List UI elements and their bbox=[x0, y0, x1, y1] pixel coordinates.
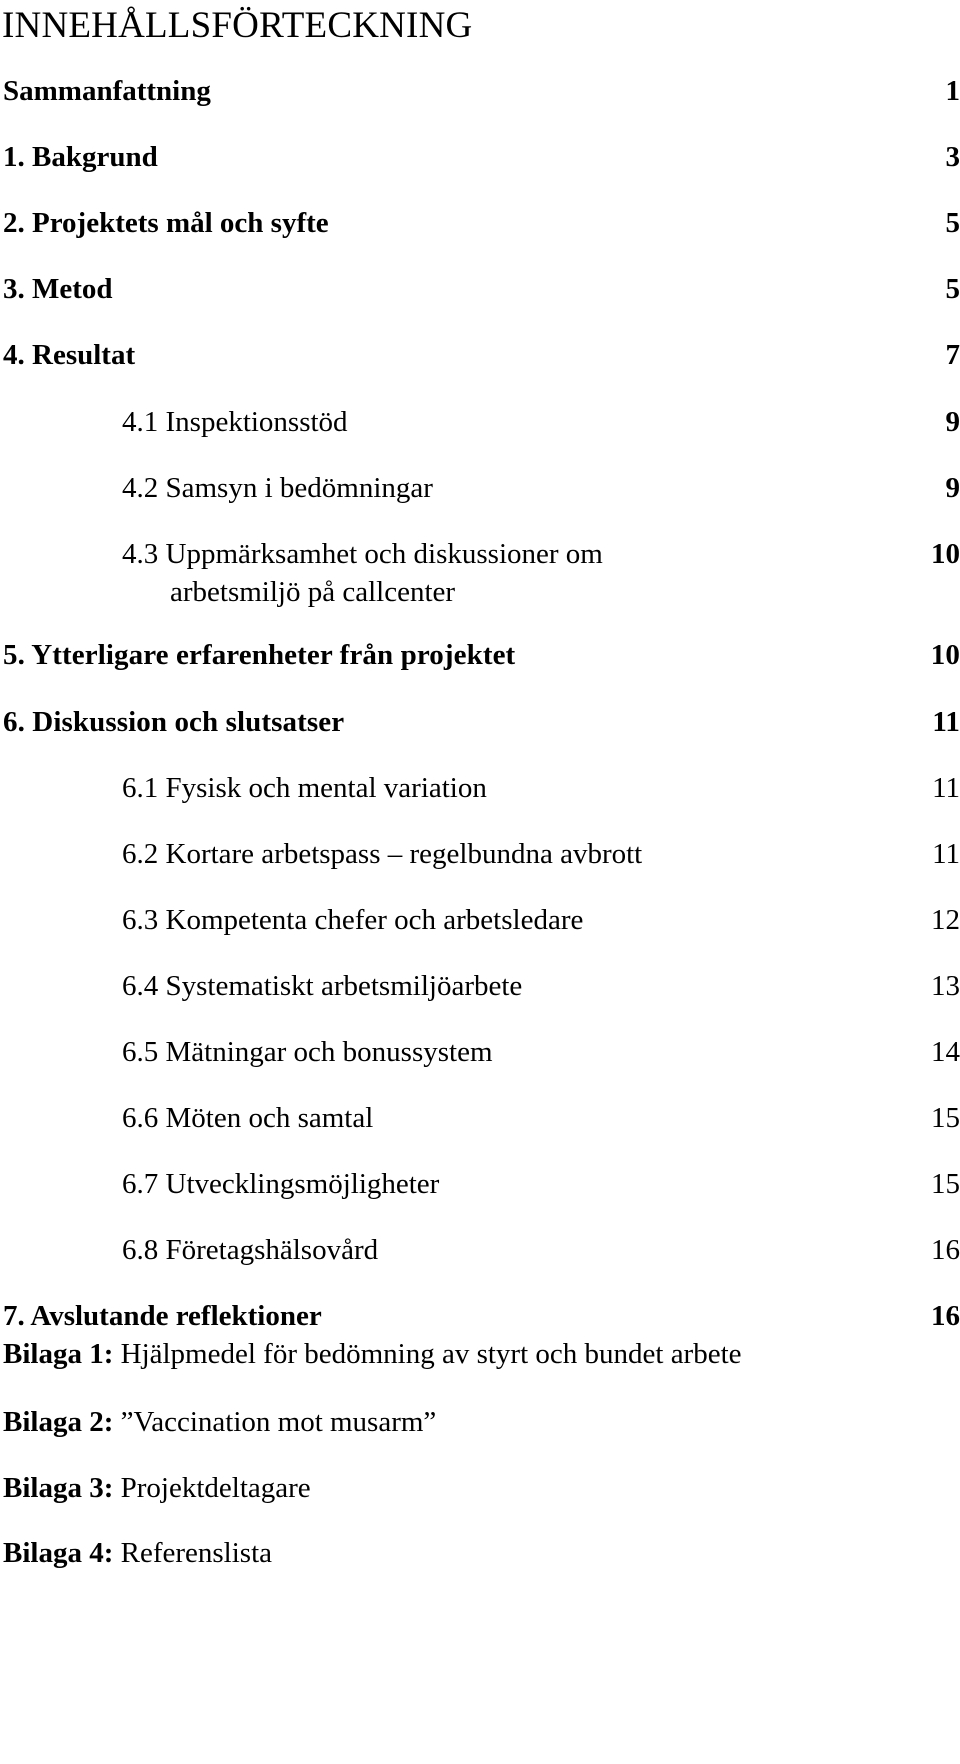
toc-entry-page-number: 10 bbox=[930, 639, 960, 671]
toc-entry-label: 7. Avslutande reflektioner bbox=[3, 1300, 322, 1332]
toc-entry-page-number: 12 bbox=[931, 904, 960, 936]
toc-entry-label: 6.7 Utvecklingsmöjligheter bbox=[122, 1168, 440, 1200]
toc-entry-moten-och-samtal[interactable] bbox=[0, 1100, 960, 1140]
toc-entry-label-continuation: arbetsmiljö på callcenter bbox=[170, 576, 456, 608]
toc-entry-page-number: 13 bbox=[931, 970, 960, 1002]
toc-entry-label: 3. Metod bbox=[3, 273, 113, 305]
toc-entry-page-number: 11 bbox=[932, 706, 960, 738]
toc-entry-fysisk-och-mental-variation[interactable] bbox=[0, 770, 960, 810]
appendix-entry-bilaga-4[interactable] bbox=[3, 1535, 272, 1575]
toc-entry-label: 5. Ytterligare erfarenheter från projektet bbox=[3, 639, 516, 671]
toc-entry-page-number: 14 bbox=[931, 1036, 960, 1068]
page-title: INNEHÅLLSFÖRTECKNING bbox=[2, 5, 473, 46]
toc-entry-page-number: 1 bbox=[945, 75, 960, 107]
toc-entry-label: 6.2 Kortare arbetspass – regelbundna avbrott bbox=[122, 838, 643, 870]
toc-entry-label: 4.3 Uppmärksamhet och diskussioner om bbox=[122, 538, 603, 570]
toc-entry-label: 6.6 Möten och samtal bbox=[122, 1102, 374, 1134]
toc-entry-label: 6.5 Mätningar och bonussystem bbox=[122, 1036, 493, 1068]
toc-entry-page-number: 15 bbox=[931, 1168, 960, 1200]
toc-entry-diskussion-och-slutsatser[interactable] bbox=[0, 704, 960, 744]
toc-entry-inspektionsstod[interactable] bbox=[0, 404, 960, 444]
toc-entry-page-number: 16 bbox=[931, 1234, 960, 1266]
appendix-entry-title: Referenslista bbox=[120, 1537, 273, 1569]
toc-entry-page-number: 16 bbox=[931, 1300, 960, 1332]
toc-entry-resultat[interactable] bbox=[0, 337, 960, 377]
appendix-entry-title: ”Vaccination mot musarm” bbox=[120, 1406, 437, 1438]
toc-entry-label: 6.8 Företagshälsovård bbox=[122, 1234, 379, 1266]
toc-entry-label: Sammanfattning bbox=[3, 75, 211, 107]
toc-entry-sammanfattning[interactable] bbox=[0, 73, 960, 113]
toc-entry-page-number: 11 bbox=[932, 772, 960, 804]
toc-entry-avslutande-reflektioner[interactable] bbox=[0, 1298, 960, 1338]
appendix-entry-label: Bilaga 3: bbox=[3, 1472, 114, 1504]
appendix-entry-label: Bilaga 2: bbox=[3, 1406, 114, 1438]
toc-entry-systematiskt-arbetsmiljoarbete[interactable] bbox=[0, 968, 960, 1008]
toc-entry-label: 6.1 Fysisk och mental variation bbox=[122, 772, 487, 804]
toc-entry-ytterligare-erfarenheter[interactable] bbox=[0, 637, 960, 677]
toc-entry-label: 6.3 Kompetenta chefer och arbetsledare bbox=[122, 904, 584, 936]
appendix-entry-bilaga-3[interactable] bbox=[3, 1470, 311, 1510]
toc-entry-bakgrund[interactable] bbox=[0, 139, 960, 179]
toc-entry-page-number: 5 bbox=[945, 273, 960, 305]
toc-entry-metod[interactable] bbox=[0, 271, 960, 311]
toc-entry-page-number: 3 bbox=[945, 141, 960, 173]
toc-entry-kortare-arbetspass[interactable] bbox=[0, 836, 960, 876]
appendix-entry-title: Hjälpmedel för bedömning av styrt och bundet arbete bbox=[120, 1338, 742, 1370]
toc-entry-matningar-och-bonussystem[interactable] bbox=[0, 1034, 960, 1074]
toc-entry-label: 4. Resultat bbox=[3, 339, 136, 371]
toc-entry-uppmarksamhet-och-diskussioner[interactable] bbox=[0, 536, 960, 616]
toc-entry-page-number: 5 bbox=[945, 207, 960, 239]
appendix-entry-label: Bilaga 1: bbox=[3, 1338, 114, 1370]
toc-entry-page-number: 9 bbox=[945, 406, 960, 438]
toc-entry-label: 4.1 Inspektionsstöd bbox=[122, 406, 348, 438]
toc-entry-projektets-mal-och-syfte[interactable] bbox=[0, 205, 960, 245]
appendix-entry-label: Bilaga 4: bbox=[3, 1537, 114, 1569]
appendix-entry-bilaga-2[interactable] bbox=[3, 1404, 436, 1444]
toc-entry-label: 2. Projektets mål och syfte bbox=[3, 207, 329, 239]
appendix-entry-bilaga-1[interactable] bbox=[3, 1336, 742, 1376]
toc-entry-page-number: 15 bbox=[931, 1102, 960, 1134]
toc-entry-label: 4.2 Samsyn i bedömningar bbox=[122, 472, 433, 504]
toc-entry-samsyn-i-bedomningar[interactable] bbox=[0, 470, 960, 510]
appendix-entry-title: Projektdeltagare bbox=[120, 1472, 311, 1504]
toc-entry-utvecklingsmojligheter[interactable] bbox=[0, 1166, 960, 1206]
toc-entry-label: 6. Diskussion och slutsatser bbox=[3, 706, 345, 738]
toc-entry-page-number: 9 bbox=[945, 472, 960, 504]
toc-entry-foretagshalsovard[interactable] bbox=[0, 1232, 960, 1272]
toc-entry-kompetenta-chefer[interactable] bbox=[0, 902, 960, 942]
toc-entry-page-number: 7 bbox=[945, 339, 960, 371]
toc-entry-page-number: 10 bbox=[931, 538, 960, 570]
toc-entry-label: 1. Bakgrund bbox=[3, 141, 158, 173]
toc-entry-label: 6.4 Systematiskt arbetsmiljöarbete bbox=[122, 970, 523, 1002]
toc-entry-page-number: 11 bbox=[932, 838, 960, 870]
